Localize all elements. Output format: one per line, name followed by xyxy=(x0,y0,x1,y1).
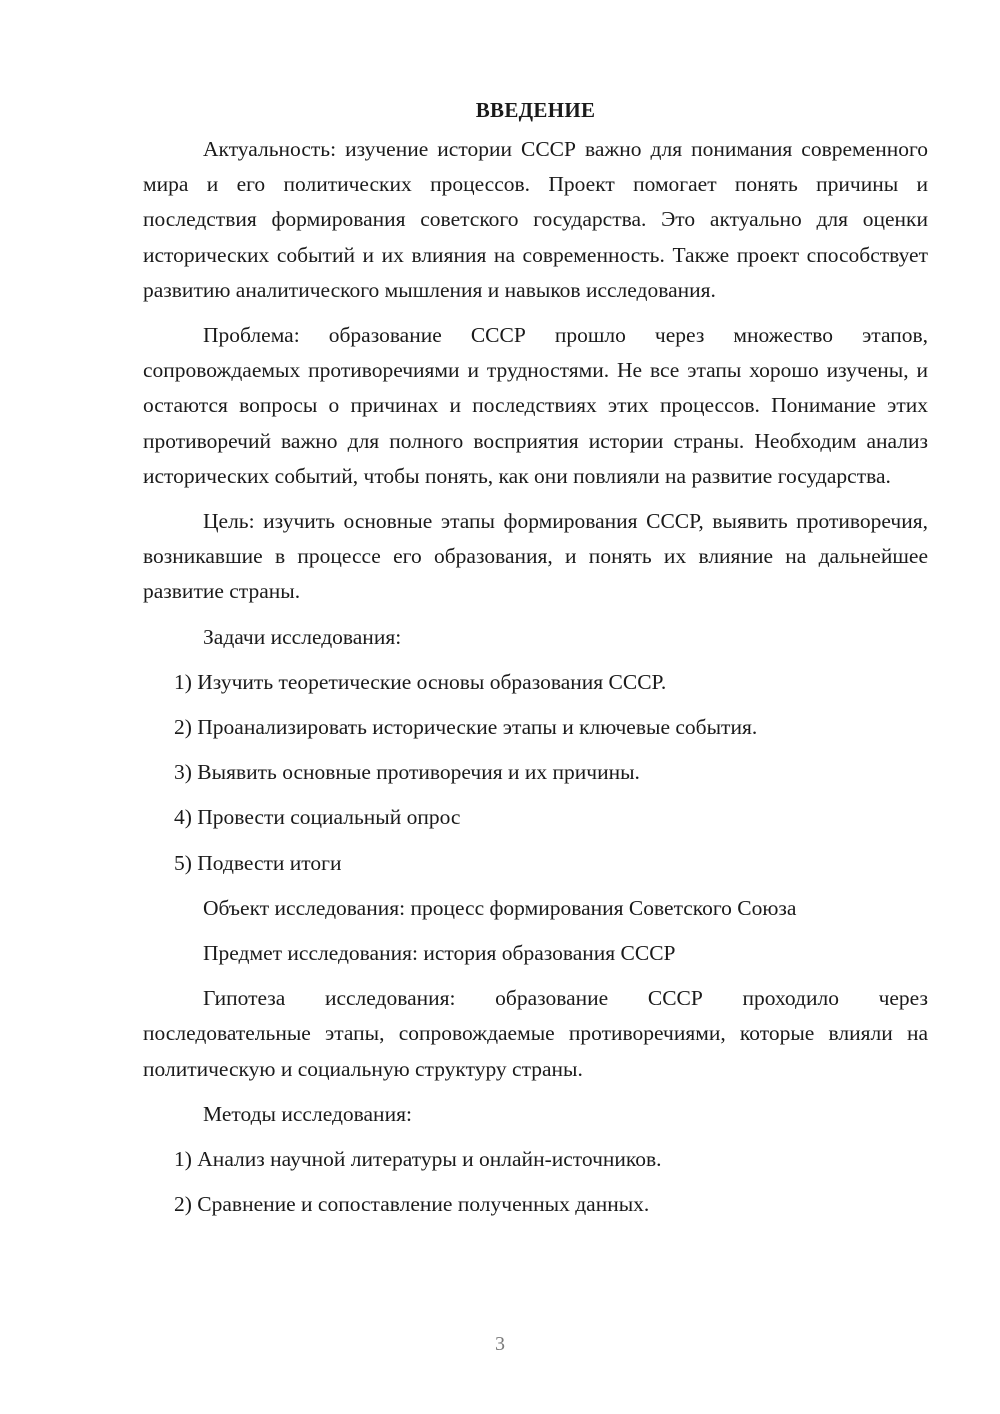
methods-label: Методы исследования: xyxy=(203,1101,412,1126)
tasks-label: Задачи исследования: xyxy=(203,624,402,649)
method-item: 1) Анализ научной литературы и онлайн-источников. xyxy=(174,1147,662,1172)
goal-paragraph: Цель: изучить основные этапы формирования СССР, выявить противоречия, возникавшие в процессе его образования, и понять их влияние на дальнейшее развитие страны. xyxy=(143,509,928,604)
task-item: 5) Подвести итоги xyxy=(174,850,342,875)
relevance-paragraph: Актуальность: изучение истории СССР важно для понимания современного мира и его политических процессов. Проект помогает понять причины и последствия формирования советского государства. Это актуально для оценки исторических событий и их влияния на современность. Также проект способствует развитию аналитического мышления и навыков исследования. xyxy=(143,137,928,302)
document-body xyxy=(143,93,928,1232)
task-item: 1) Изучить теоретические основы образования СССР. xyxy=(174,669,667,694)
research-object: Объект исследования: процесс формирования Советского Союза xyxy=(203,895,797,920)
hypothesis-paragraph: Гипотеза исследования: образование СССР проходило через последовательные этапы, сопровождаемые противоречиями, которые влияли на политическую и социальную структуру страны. xyxy=(143,986,928,1081)
research-subject: Предмет исследования: история образования СССР xyxy=(203,941,676,966)
task-item: 3) Выявить основные противоречия и их причины. xyxy=(174,760,640,785)
task-item: 4) Провести социальный опрос xyxy=(174,805,461,830)
problem-paragraph: Проблема: образование СССР прошло через множество этапов, сопровождаемых противоречиями и трудностями. Не все этапы хорошо изучены, и остаются вопросы о причинах и последствиях этих процессов. Понимание этих противоречий важно для полного восприятия истории страны. Необходим анализ исторических событий, чтобы понять, как они повлияли на развитие государства. xyxy=(143,323,928,488)
page-number: 3 xyxy=(495,1333,505,1355)
page-title: ВВЕДЕНИЕ xyxy=(475,98,596,122)
task-item: 2) Проанализировать исторические этапы и ключевые события. xyxy=(174,715,758,740)
method-item: 2) Сравнение и сопоставление полученных данных. xyxy=(174,1192,650,1217)
